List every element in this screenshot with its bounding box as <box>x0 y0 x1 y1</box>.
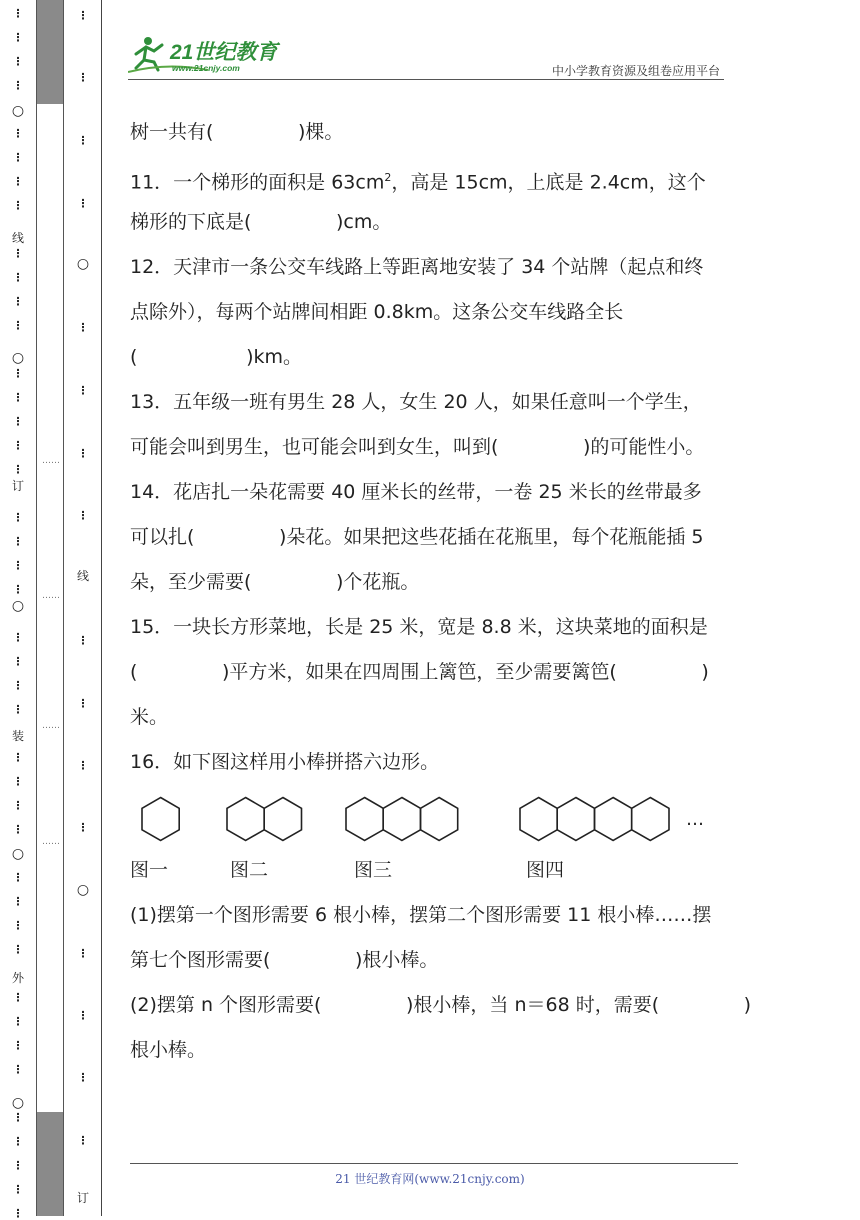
binding-dots: ⋮ <box>12 247 24 260</box>
gray-block-bottom <box>37 1112 63 1216</box>
binding-dots: ⋮ <box>77 447 89 460</box>
binding-dots: ⋮ <box>12 7 24 20</box>
binding-dots: ⋮ <box>77 321 89 334</box>
binding-dots: ⋮ <box>77 384 89 397</box>
binding-dots: ⋮ <box>77 1071 89 1084</box>
site-logo <box>128 32 288 76</box>
binding-dots: ⋮ <box>12 415 24 428</box>
header-subtitle: 中小学教育资源及组卷应用平台 <box>551 64 720 78</box>
footer-text: 21 世纪教育网(www.21cnjy.com) <box>335 1172 525 1186</box>
binding-dots: ⋮ <box>12 1183 24 1196</box>
text-line-11-head: 11．一个梯形的面积是 63cm <box>130 171 385 194</box>
binding-dots: ⋮ <box>12 583 24 596</box>
binding-circle-icon: ○ <box>11 598 25 614</box>
binding-dots: ⋮ <box>77 1134 89 1147</box>
binding-dots: ⋮ <box>12 535 24 548</box>
binding-dots: ⋮ <box>77 947 89 960</box>
binding-dots: ⋮ <box>12 631 24 644</box>
binding-dots: ⋮ <box>12 775 24 788</box>
hexagon-shape <box>557 798 594 841</box>
binding-dots: ⋮ <box>12 703 24 716</box>
binding-dots: ⋮ <box>12 511 24 524</box>
binding-dots: ⋮ <box>12 871 24 884</box>
text-line: (2)摆第 n 个图形需要( )根小棒，当 n＝68 时，需要( ) <box>130 994 752 1016</box>
binding-dots: ⋮ <box>12 919 24 932</box>
side-small-text: …… <box>42 591 60 601</box>
binding-dots: ⋮ <box>77 134 89 147</box>
text-line: 可能会叫到男生，也可能会叫到女生，叫到( )的可能性小。 <box>130 436 705 458</box>
figure-label-1: 图一 <box>130 859 169 881</box>
binding-circle-icon: ○ <box>11 350 25 366</box>
binding-label: 装 <box>11 729 25 743</box>
footer-rule <box>130 1163 738 1164</box>
text-line: 米。 <box>130 706 169 728</box>
binding-dots: ⋮ <box>12 439 24 452</box>
logo-text: 21世纪教育 <box>170 41 278 64</box>
text-line: 点除外），每两个站牌间相距 0.8km。这条公交车线路全长 <box>130 301 624 323</box>
binding-dots: ⋮ <box>77 509 89 522</box>
figure-ellipsis: … <box>686 809 704 830</box>
binding-circle-icon: ○ <box>11 103 25 119</box>
binding-dots: ⋮ <box>12 1159 24 1172</box>
hexagon-shape <box>142 798 179 841</box>
text-line: 13．五年级一班有男生 28 人，女生 20 人，如果任意叫一个学生， <box>130 391 702 413</box>
binding-label: 线 <box>11 231 25 245</box>
document-body <box>130 110 752 1073</box>
binding-dots: ⋮ <box>12 295 24 308</box>
header-rule <box>128 79 724 80</box>
binding-dots: ⋮ <box>12 1207 24 1220</box>
binding-dots: ⋮ <box>12 943 24 956</box>
hexagon-shape <box>227 798 264 841</box>
text-line: 15．一块长方形菜地，长是 25 米，宽是 8.8 米，这块菜地的面积是 <box>130 616 708 638</box>
binding-dots: ⋮ <box>12 79 24 92</box>
binding-dots: ⋮ <box>12 751 24 764</box>
binding-dots: ⋮ <box>12 367 24 380</box>
binding-dots: ⋮ <box>12 991 24 1004</box>
text-line: 12．天津市一条公交车线路上等距离地安装了 34 个站牌（起点和终 <box>130 256 704 278</box>
hexagon-figure-svg <box>130 785 735 855</box>
binding-dots: ⋮ <box>12 1039 24 1052</box>
binding-label: 订 <box>11 479 25 493</box>
binding-dots: ⋮ <box>12 127 24 140</box>
binding-dots: ⋮ <box>77 697 89 710</box>
superscript: 2 <box>384 171 392 184</box>
binding-circle-icon: ○ <box>11 1095 25 1111</box>
figure-label-2: 图二 <box>230 859 269 881</box>
hexagon-shape <box>421 798 458 841</box>
hexagon-shape <box>346 798 383 841</box>
binding-dots: ⋮ <box>12 895 24 908</box>
binding-dots: ⋮ <box>12 1015 24 1028</box>
binding-circle-icon: ○ <box>76 882 90 898</box>
binding-dots: ⋮ <box>12 1063 24 1076</box>
text-line: 可以扎( )朵花。如果把这些花插在花瓶里，每个花瓶能插 5 <box>130 526 704 548</box>
binding-dots: ⋮ <box>12 151 24 164</box>
binding-dots: ⋮ <box>12 823 24 836</box>
binding-dots: ⋮ <box>12 679 24 692</box>
binding-dots: ⋮ <box>12 31 24 44</box>
binding-dots: ⋮ <box>12 559 24 572</box>
text-line: 第七个图形需要( )根小棒。 <box>130 949 439 971</box>
binding-dots: ⋮ <box>77 9 89 22</box>
figure-label-3: 图三 <box>354 859 393 881</box>
binding-dots: ⋮ <box>77 634 89 647</box>
text-line: (1)摆第一个图形需要 6 根小棒，摆第二个图形需要 11 根小棒……摆 <box>130 904 712 926</box>
text-line: 16．如下图这样用小棒拼搭六边形。 <box>130 751 440 773</box>
binding-gray-strip <box>36 0 64 1216</box>
text-line-11-tail: ，高是 15cm，上底是 2.4cm，这个 <box>391 171 706 194</box>
text-line: 树一共有( )棵。 <box>130 121 344 143</box>
hexagon-shape <box>383 798 420 841</box>
binding-circle-icon: ○ <box>11 846 25 862</box>
binding-label: 订 <box>76 1191 90 1205</box>
binding-dots: ⋮ <box>12 799 24 812</box>
text-line: 朵，至少需要( )个花瓶。 <box>130 571 420 593</box>
binding-dots: ⋮ <box>12 655 24 668</box>
hexagon-shape <box>520 798 557 841</box>
text-line: 梯形的下底是( )cm。 <box>130 211 392 233</box>
binding-dots: ⋮ <box>12 319 24 332</box>
gray-block-top <box>37 0 63 104</box>
binding-dots: ⋮ <box>12 1135 24 1148</box>
binding-dots: ⋮ <box>12 463 24 476</box>
binding-dots: ⋮ <box>77 759 89 772</box>
binding-dots: ⋮ <box>77 1009 89 1022</box>
binding-label: 线 <box>76 569 90 583</box>
binding-dots: ⋮ <box>12 55 24 68</box>
text-line-11 <box>130 155 735 200</box>
binding-dots: ⋮ <box>77 197 89 210</box>
binding-dots: ⋮ <box>77 71 89 84</box>
binding-dots: ⋮ <box>12 175 24 188</box>
side-small-text: …… <box>42 837 60 847</box>
text-line: 14．花店扎一朵花需要 40 厘米长的丝带，一卷 25 米长的丝带最多 <box>130 481 702 503</box>
binding-dots: ⋮ <box>12 199 24 212</box>
figure-label-4: 图四 <box>526 859 565 881</box>
hexagon-shape <box>632 798 669 841</box>
text-line: ( )km。 <box>130 346 303 368</box>
binding-inner-strip <box>64 0 102 1216</box>
text-line: ( )平方米，如果在四周围上篱笆，至少需要篱笆( ) <box>130 661 709 683</box>
hexagon-shape <box>264 798 301 841</box>
binding-label: 外 <box>11 971 25 985</box>
side-small-text: …… <box>42 721 60 731</box>
binding-dots: ⋮ <box>12 1111 24 1124</box>
hexagon-shape <box>595 798 632 841</box>
text-line: 根小棒。 <box>130 1039 207 1061</box>
binding-circle-icon: ○ <box>76 256 90 272</box>
figure-labels <box>130 855 735 893</box>
side-small-text: …… <box>42 456 60 466</box>
logo-url: www.21cnjy.com <box>172 63 240 73</box>
binding-dots: ⋮ <box>77 821 89 834</box>
hexagon-figures <box>130 785 735 855</box>
binding-outer-strip <box>0 0 36 1220</box>
binding-dots: ⋮ <box>12 391 24 404</box>
binding-dots: ⋮ <box>12 271 24 284</box>
